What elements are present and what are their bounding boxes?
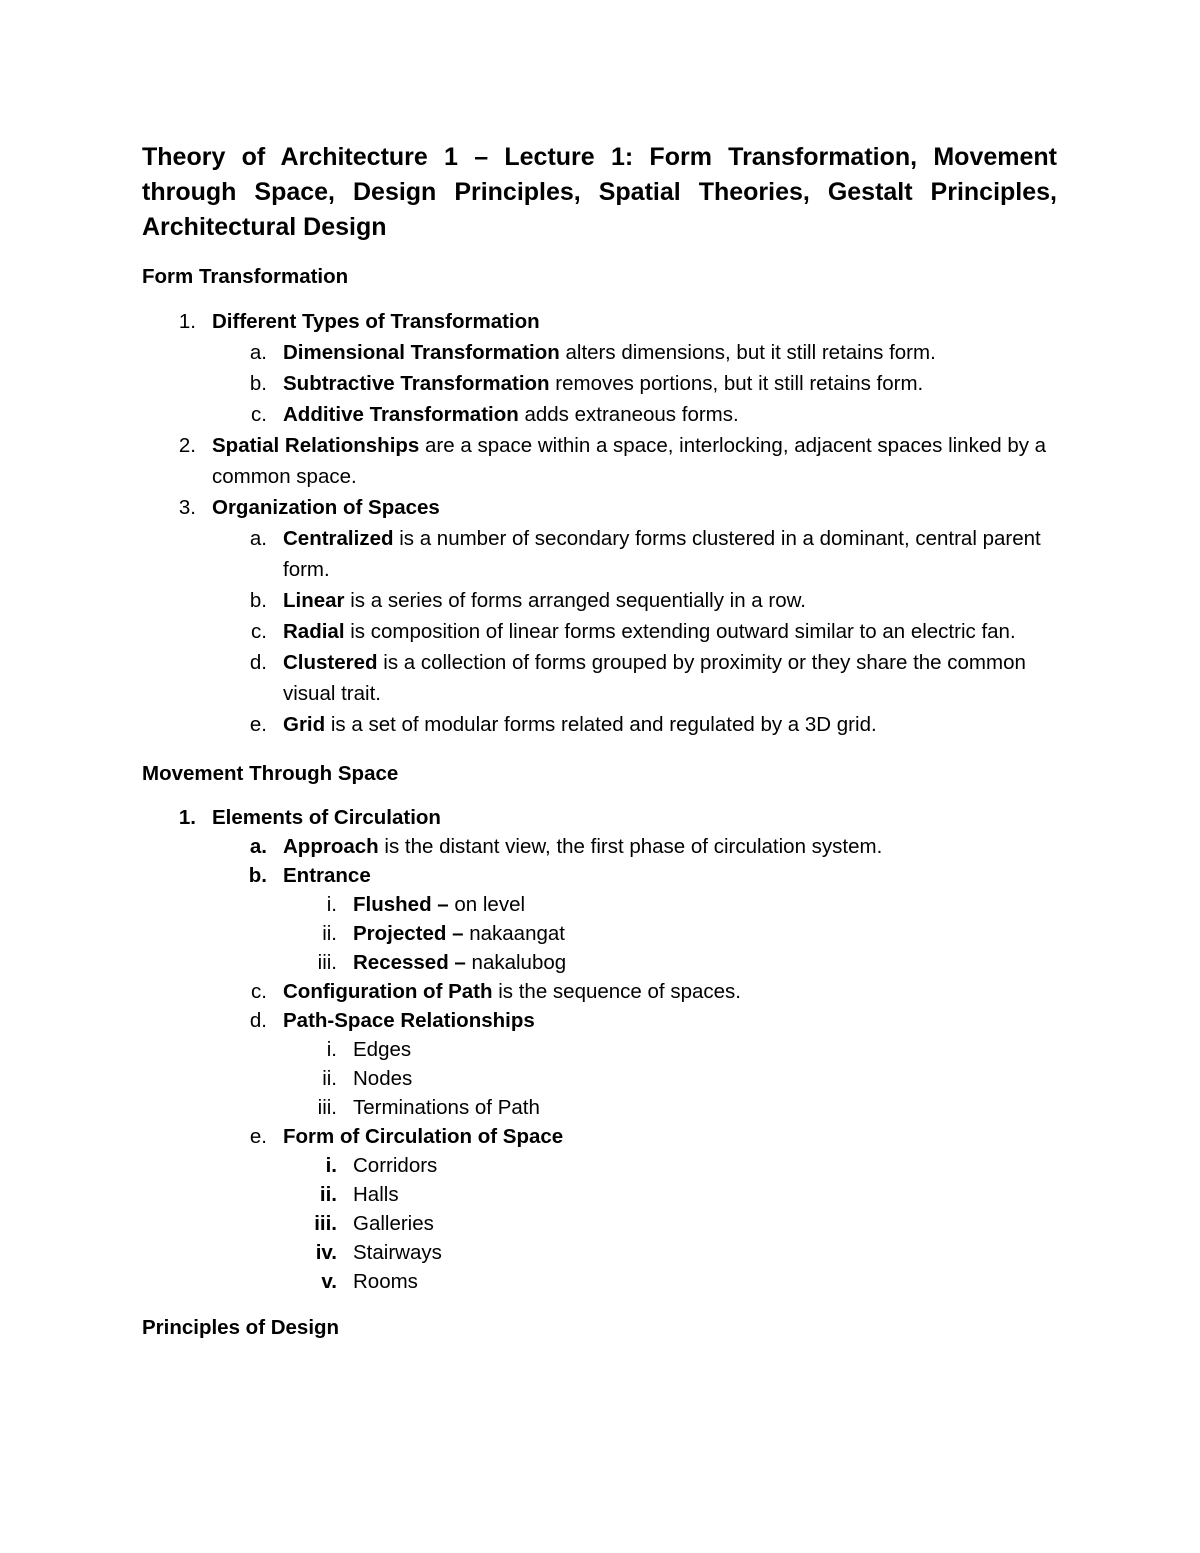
list-item bbox=[142, 585, 1057, 616]
list-marker: iii. bbox=[317, 1096, 337, 1119]
list-item-text: Rooms bbox=[353, 1270, 418, 1293]
list-item bbox=[142, 890, 1057, 919]
list-item-text: adds extraneous forms. bbox=[518, 403, 739, 426]
list-item bbox=[142, 337, 1057, 368]
form-transformation-list bbox=[142, 306, 1057, 740]
list-item-text: Stairways bbox=[353, 1241, 442, 1264]
list-item-text: Corridors bbox=[353, 1154, 438, 1177]
section-heading-movement-through-space: Movement Through Space bbox=[142, 762, 399, 785]
list-marker: 1. bbox=[178, 806, 196, 829]
list-marker: c. bbox=[251, 980, 267, 1003]
list-marker: iii. bbox=[314, 1212, 337, 1235]
list-item-text: is composition of linear forms extending outward similar to an electric fan. bbox=[344, 620, 1016, 643]
list-item bbox=[142, 647, 1057, 709]
list-item bbox=[142, 919, 1057, 948]
list-item bbox=[142, 368, 1057, 399]
list-item-label: Path-Space Relationships bbox=[283, 1009, 535, 1032]
list-item bbox=[142, 306, 1057, 337]
list-item-text: is a number of secondary forms clustered in a dominant, central parent form. bbox=[283, 527, 1041, 581]
list-marker: i. bbox=[326, 1038, 337, 1061]
list-item-term: Flushed – bbox=[353, 893, 449, 916]
list-item-text: are a space within a space, interlocking, adjacent spaces linked by a common space. bbox=[212, 434, 1047, 488]
list-marker: 2. bbox=[178, 434, 196, 457]
movement-list bbox=[142, 803, 1057, 1296]
list-marker: ii. bbox=[322, 922, 337, 945]
list-marker: 3. bbox=[178, 496, 196, 519]
list-item bbox=[142, 1064, 1057, 1093]
list-marker: e. bbox=[249, 713, 267, 736]
list-marker: i. bbox=[326, 893, 337, 916]
list-item-text: nakaangat bbox=[463, 922, 565, 945]
list-item bbox=[142, 709, 1057, 740]
list-item-term: Clustered bbox=[283, 651, 378, 674]
list-item-text: alters dimensions, but it still retains form. bbox=[559, 341, 936, 364]
list-item-term: Dimensional Transformation bbox=[283, 341, 560, 364]
list-item bbox=[142, 1180, 1057, 1209]
section-heading-principles-of-design: Principles of Design bbox=[142, 1316, 340, 1339]
list-item-label: Form of Circulation of Space bbox=[283, 1125, 564, 1148]
list-item bbox=[142, 803, 1057, 832]
list-item-term: Spatial Relationships bbox=[212, 434, 420, 457]
list-item-text: nakalubog bbox=[465, 951, 567, 974]
list-item bbox=[142, 616, 1057, 647]
list-item bbox=[142, 861, 1057, 890]
list-item bbox=[142, 523, 1057, 585]
list-marker: d. bbox=[249, 1009, 267, 1032]
list-item-text: Halls bbox=[353, 1183, 399, 1206]
list-item bbox=[142, 948, 1057, 977]
list-item bbox=[142, 1151, 1057, 1180]
document-page bbox=[142, 140, 1057, 1343]
list-item-term: Grid bbox=[283, 713, 326, 736]
document-title: Theory of Architecture 1 – Lecture 1: Form Transformation, Movement through Space, Design Principles, Spatial Theories, Gestalt Principles, Architectural Design bbox=[142, 143, 1057, 241]
list-marker: a. bbox=[249, 835, 267, 858]
list-item-term: Projected – bbox=[353, 922, 464, 945]
list-marker: a. bbox=[249, 527, 267, 550]
list-item-label: Different Types of Transformation bbox=[212, 310, 540, 333]
list-item bbox=[142, 832, 1057, 861]
list-marker: c. bbox=[251, 403, 267, 426]
list-marker: iii. bbox=[317, 951, 337, 974]
list-item-text: is a collection of forms grouped by proximity or they share the common visual trait. bbox=[283, 651, 1026, 705]
list-item-term: Approach bbox=[283, 835, 379, 858]
list-item-term: Recessed – bbox=[353, 951, 466, 974]
list-item-label: Organization of Spaces bbox=[212, 496, 440, 519]
list-marker: i. bbox=[325, 1154, 337, 1177]
list-item-text: is the sequence of spaces. bbox=[492, 980, 741, 1003]
list-item bbox=[142, 399, 1057, 430]
list-marker: b. bbox=[248, 864, 267, 887]
list-marker: ii. bbox=[319, 1183, 337, 1206]
list-item-text: is a series of forms arranged sequentially in a row. bbox=[344, 589, 807, 612]
list-item bbox=[142, 1035, 1057, 1064]
list-marker: v. bbox=[321, 1270, 337, 1293]
list-item-text: Galleries bbox=[353, 1212, 434, 1235]
list-item-term: Configuration of Path bbox=[283, 980, 493, 1003]
list-item-text: Nodes bbox=[353, 1067, 413, 1090]
list-item-label: Elements of Circulation bbox=[212, 806, 441, 829]
list-marker: b. bbox=[249, 589, 267, 612]
list-item-text: is a set of modular forms related and regulated by a 3D grid. bbox=[325, 713, 877, 736]
list-marker: c. bbox=[251, 620, 267, 643]
section-heading-form-transformation: Form Transformation bbox=[142, 265, 349, 288]
list-marker: e. bbox=[249, 1125, 267, 1148]
list-marker: d. bbox=[249, 651, 267, 674]
list-item-term: Linear bbox=[283, 589, 345, 612]
list-item bbox=[142, 977, 1057, 1006]
list-item-text: Edges bbox=[353, 1038, 412, 1061]
list-item bbox=[142, 492, 1057, 523]
list-item-term: Centralized bbox=[283, 527, 394, 550]
list-item-term: Radial bbox=[283, 620, 345, 643]
list-item bbox=[142, 1122, 1057, 1151]
list-item-term: Additive Transformation bbox=[283, 403, 519, 426]
list-marker: b. bbox=[249, 372, 267, 395]
list-marker: 1. bbox=[178, 310, 196, 333]
list-item-label: Entrance bbox=[283, 864, 371, 887]
list-item bbox=[142, 1267, 1057, 1296]
list-item-text: removes portions, but it still retains form. bbox=[549, 372, 924, 395]
list-item-text: on level bbox=[448, 893, 526, 916]
list-item bbox=[142, 1238, 1057, 1267]
list-item-term: Subtractive Transformation bbox=[283, 372, 550, 395]
list-marker: iv. bbox=[315, 1241, 337, 1264]
list-item-text: is the distant view, the first phase of circulation system. bbox=[378, 835, 883, 858]
list-item bbox=[142, 430, 1057, 492]
list-item bbox=[142, 1209, 1057, 1238]
list-marker: a. bbox=[249, 341, 267, 364]
list-item bbox=[142, 1006, 1057, 1035]
list-item-text: Terminations of Path bbox=[353, 1096, 540, 1119]
list-marker: ii. bbox=[322, 1067, 337, 1090]
list-item bbox=[142, 1093, 1057, 1122]
